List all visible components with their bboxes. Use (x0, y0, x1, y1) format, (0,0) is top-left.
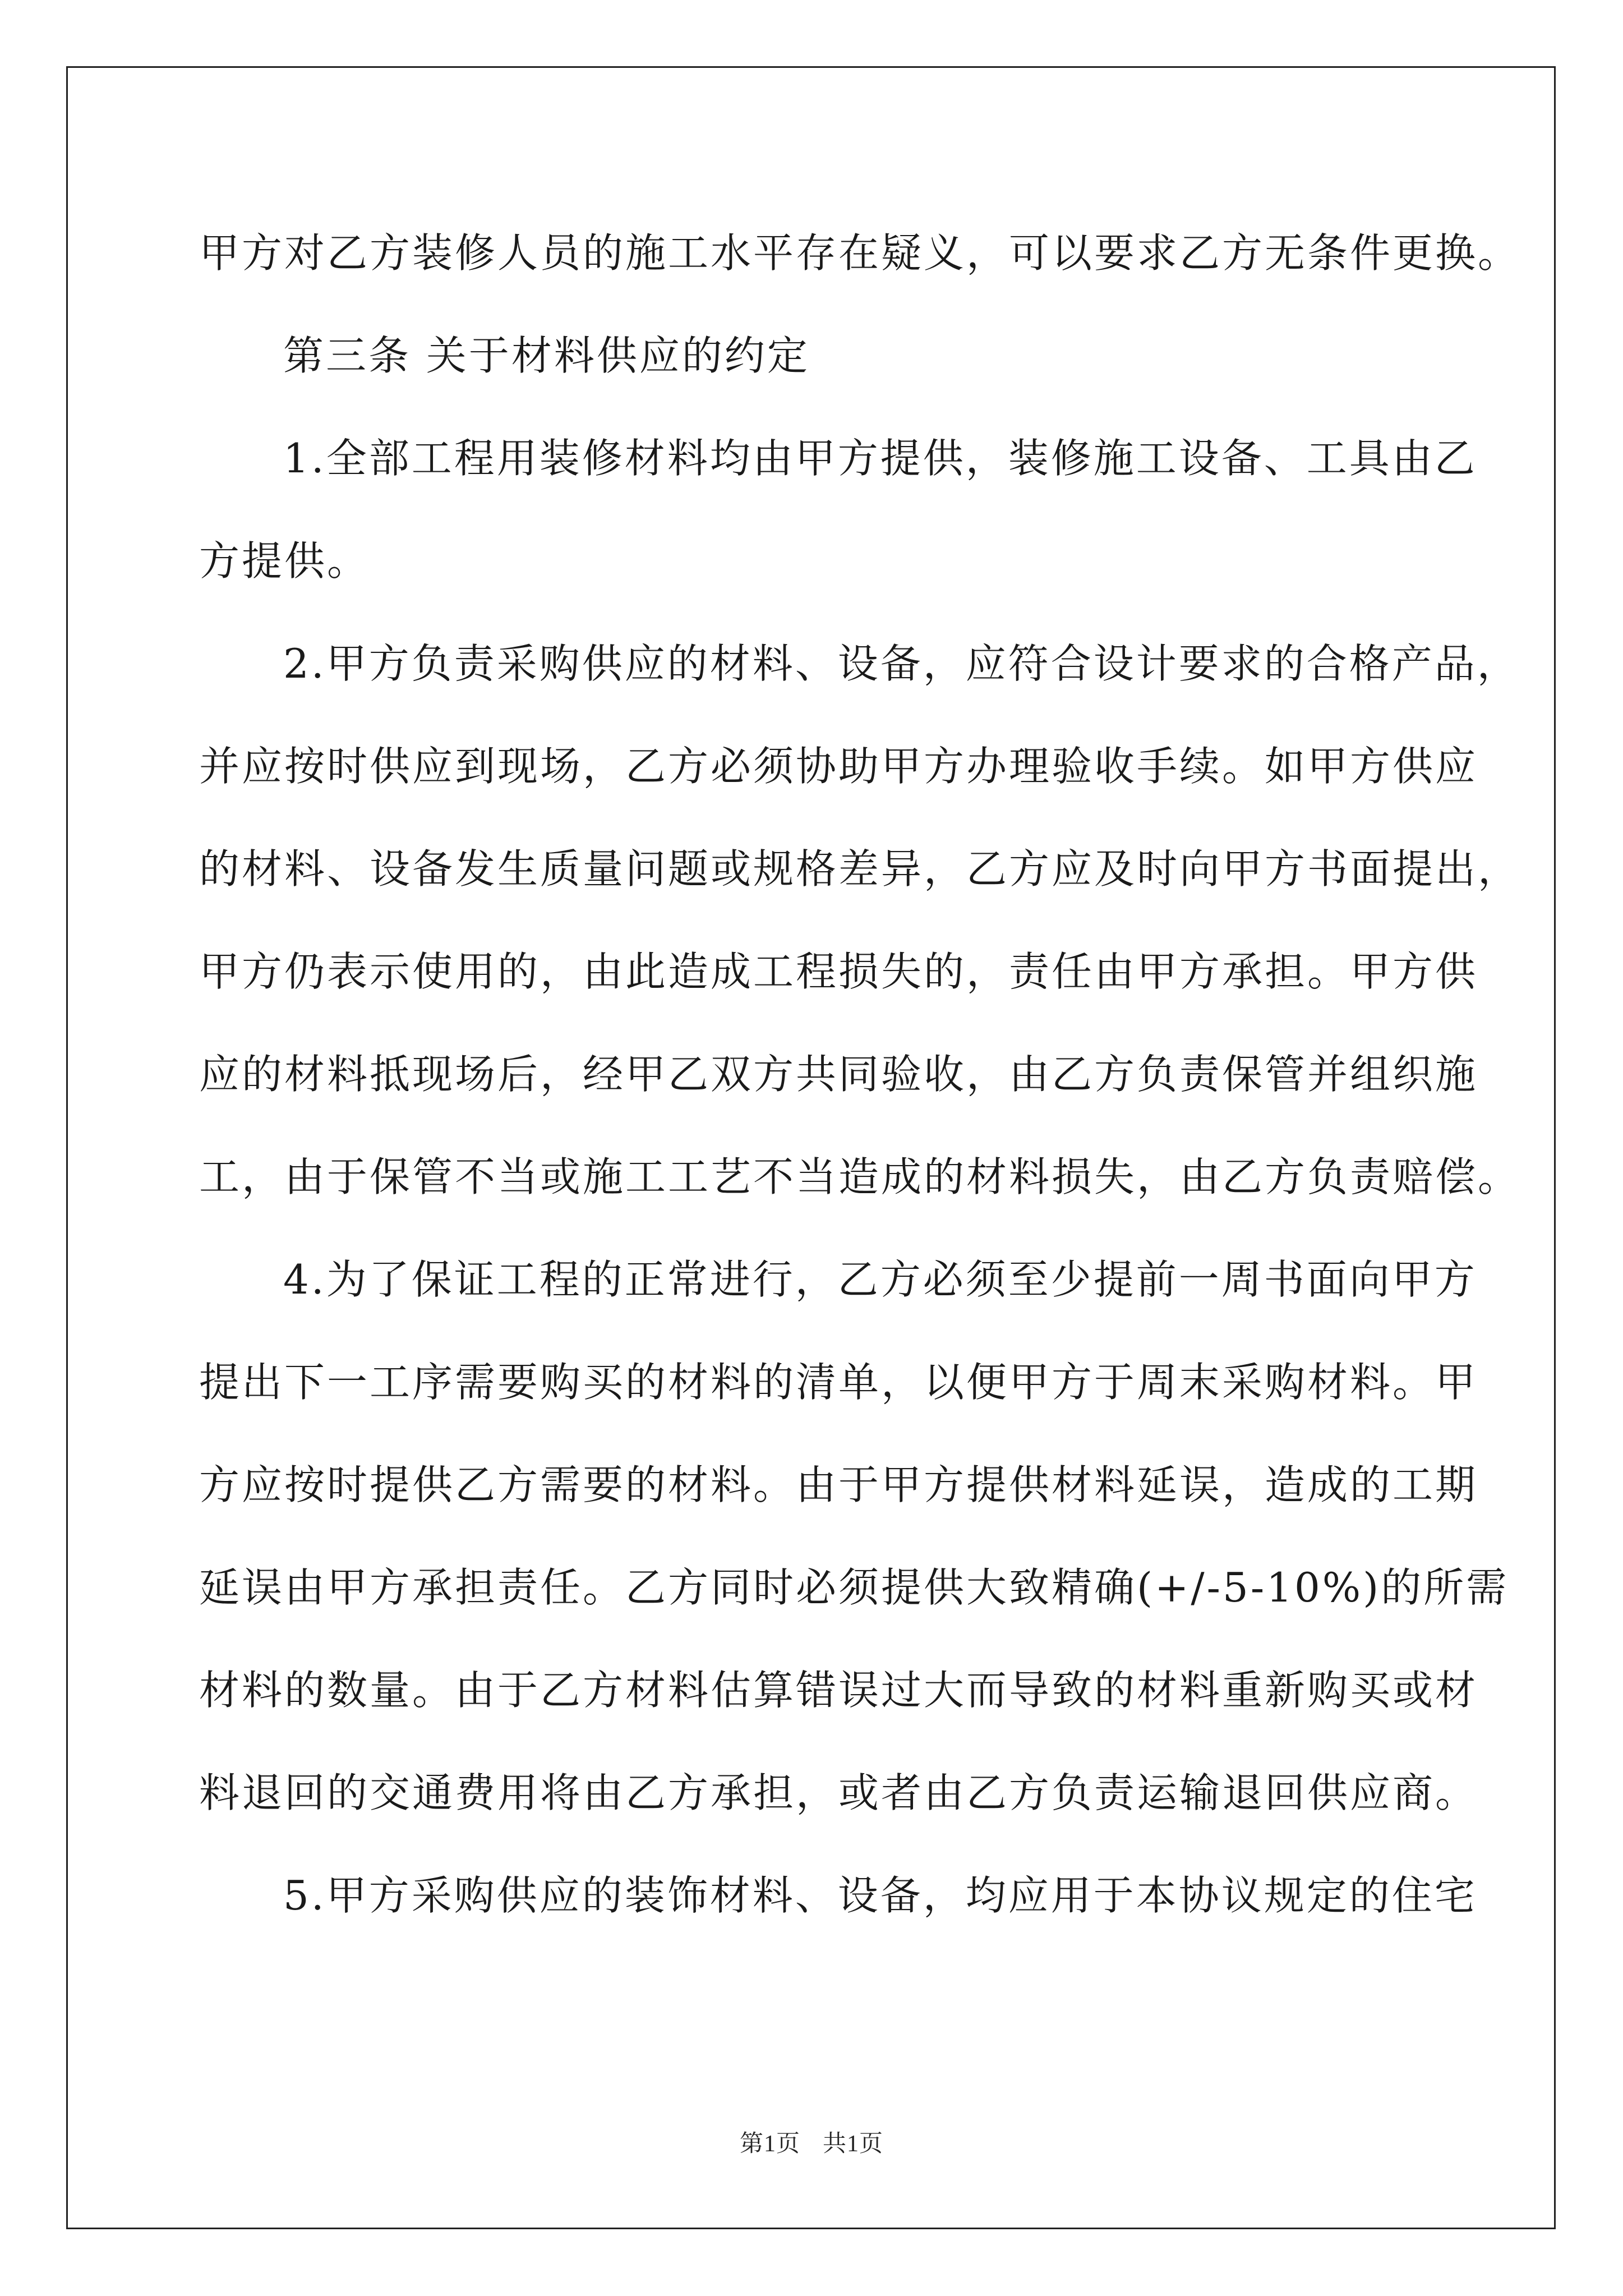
text-line: 工，由于保管不当或施工工艺不当造成的材料损失，由乙方负责赔偿。 (199, 1153, 1521, 1200)
text-line: 2.甲方负责采购供应的材料、设备，应符合设计要求的合格产品， (283, 640, 1520, 687)
page-number-total: 共1页 (823, 2131, 884, 2157)
text-line: 4.为了保证工程的正常进行，乙方必须至少提前一周书面向甲方 (283, 1256, 1477, 1303)
text-line: 1.全部工程用装修材料均由甲方提供，装修施工设备、工具由乙 (283, 435, 1477, 482)
text-line: 料退回的交通费用将由乙方承担，或者由乙方负责运输退回供应商。 (199, 1769, 1478, 1816)
text-line: 5.甲方采购供应的装饰材料、设备，均应用于本协议规定的住宅 (283, 1872, 1477, 1919)
text-line: 并应按时供应到现场，乙方必须协助甲方办理验收手续。如甲方供应 (199, 743, 1478, 790)
text-line: 延误由甲方承担责任。乙方同时必须提供大致精确(+/-5-10%)的所需 (199, 1564, 1509, 1611)
text-line: 材料的数量。由于乙方材料估算错误过大而导致的材料重新购买或材 (199, 1667, 1478, 1714)
text-line: 甲方仍表示使用的，由此造成工程损失的，责任由甲方承担。甲方供 (199, 948, 1478, 995)
page-footer (0, 2125, 1623, 2159)
text-line: 应的材料抵现场后，经甲乙双方共同验收，由乙方负责保管并组织施 (199, 1051, 1478, 1098)
text-line: 方提供。 (199, 537, 370, 585)
page-number-current: 第1页 (739, 2131, 800, 2157)
text-line: 的材料、设备发生质量问题或规格差异，乙方应及时向甲方书面提出， (199, 845, 1521, 892)
section-heading: 第三条 关于材料供应的约定 (283, 332, 810, 379)
text-line: 提出下一工序需要购买的材料的清单，以便甲方于周末采购材料。甲 (199, 1359, 1478, 1406)
document-body (199, 202, 1521, 1947)
text-line: 方应按时提供乙方需要的材料。由于甲方提供材料延误，造成的工期 (199, 1461, 1478, 1508)
text-line: 甲方对乙方装修人员的施工水平存在疑义，可以要求乙方无条件更换。 (199, 229, 1521, 277)
